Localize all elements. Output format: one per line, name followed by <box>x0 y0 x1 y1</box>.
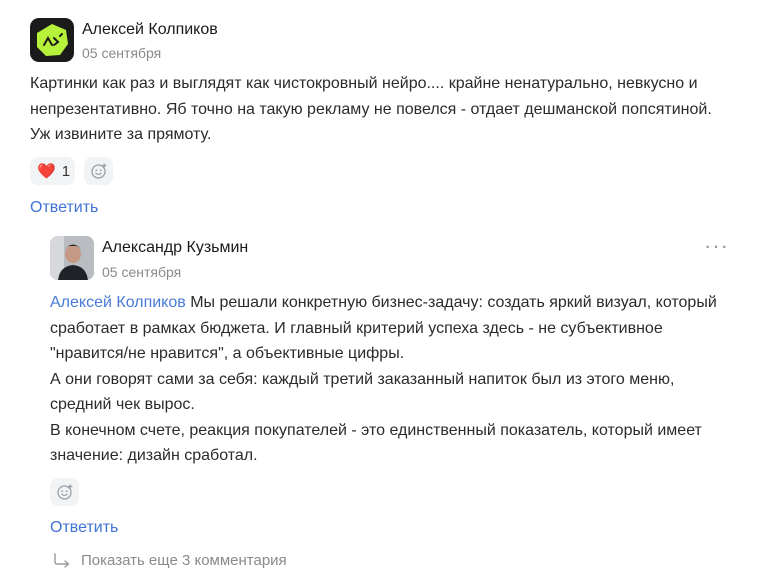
show-more-comments-link[interactable] <box>52 552 287 569</box>
comment-text-line: Уж извините за прямоту. <box>30 126 212 143</box>
reply-text-line: значение: дизайн сработал. <box>50 447 258 464</box>
comment-date: 05 сентября <box>82 45 162 61</box>
reply-text-line: А они говорят сами за себя: каждый третий заказанный напиток был из этого меню, <box>50 370 675 388</box>
user-photo-icon <box>50 236 94 280</box>
add-reaction-icon <box>56 483 74 501</box>
reaction-count: 1 <box>61 162 71 180</box>
avatar[interactable] <box>50 236 94 280</box>
heart-icon: ❤️ <box>37 161 56 180</box>
heart-reaction-button[interactable] <box>30 157 75 185</box>
reply-button[interactable]: Ответить <box>50 519 119 536</box>
avatar[interactable] <box>30 18 74 62</box>
reply-text-line: сработает в рамках бюджета. И главный критерий успеха здесь - не субъективное <box>50 319 663 337</box>
reply-text-line: Мы решали конкретную бизнес-задачу: создать яркий визуал, который <box>185 294 717 311</box>
reply-text-line: В конечном счете, реакция покупателей - это единственный показатель, который имеет <box>50 421 702 439</box>
add-reaction-icon <box>90 162 108 180</box>
reply-text-line: средний чек вырос. <box>50 396 195 413</box>
comment-text-line: Картинки как раз и выглядят как чистокровный нейро.... крайне ненатурально, невкусно и <box>30 75 698 92</box>
reply-date: 05 сентября <box>102 264 182 280</box>
reply-text-line: "нравится/не нравится", а объективные цифры. <box>50 345 405 362</box>
reply-arrow-icon <box>52 553 72 569</box>
add-reaction-button[interactable] <box>84 157 113 185</box>
reply-button[interactable]: Ответить <box>30 199 99 216</box>
brand-logo-icon <box>30 18 74 62</box>
comment-author[interactable]: Алексей Колпиков <box>82 21 218 38</box>
reply-text <box>50 290 750 469</box>
show-more-label: Показать еще 3 комментария <box>81 552 287 569</box>
add-reaction-button[interactable] <box>50 478 79 506</box>
mention-link[interactable]: Алексей Колпиков <box>50 294 186 311</box>
reply-author[interactable]: Александр Кузьмин <box>102 239 249 256</box>
comment-text-line: непрезентативно. Яб точно на такую рекламу не повелся - отдает дешманской попсятиной. <box>30 100 712 118</box>
comment-text <box>30 71 750 148</box>
more-dots-icon[interactable]: ··· <box>704 233 729 258</box>
